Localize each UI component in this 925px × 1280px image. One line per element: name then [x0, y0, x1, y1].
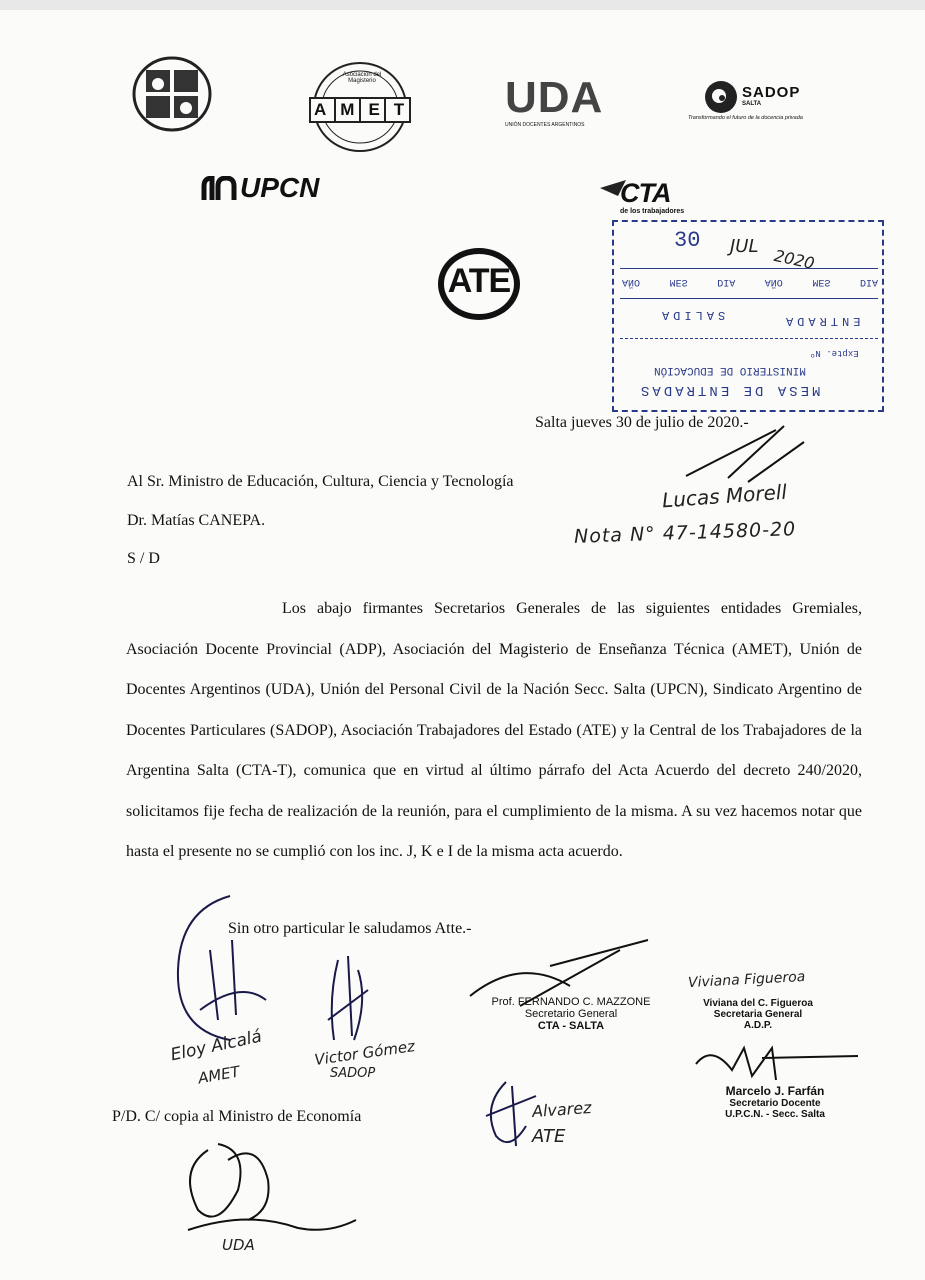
- ate-signatory-org: ATE: [532, 1126, 566, 1147]
- salutation-sd: S / D: [127, 550, 160, 567]
- sadop-logo-tagline: Transformando el futuro de la docencia privada: [688, 115, 803, 121]
- sadop-logo: [688, 80, 840, 124]
- cta-logo-subtitle: de los trabajadores: [620, 208, 685, 215]
- stamp-mesa: MESA DE ENTRADAS: [638, 382, 821, 398]
- stamp-entrada: ENTRADA: [782, 314, 861, 328]
- amet-signatory-org: AMET: [196, 1062, 242, 1088]
- nota-number-handwriting: Nota N° 47-14580-20: [573, 518, 797, 548]
- closing-line: Sin otro particular le saludamos Atte.-: [228, 920, 472, 937]
- cta-signatory-title: Secretario General: [524, 1008, 618, 1020]
- adp-signatory-org: A.D.P.: [743, 1020, 773, 1031]
- amet-signature-scribble: [170, 890, 290, 1050]
- stamp-label-ano-1: AÑO: [622, 276, 641, 287]
- received-signature-scribble: [680, 420, 810, 490]
- cta-logo-text: CTA: [620, 178, 671, 208]
- upcn-logo: [200, 172, 340, 206]
- uda-logo-text: UDA: [505, 73, 604, 122]
- adp-signature-block: [690, 998, 826, 1031]
- sadop-signatory-org: SADOP: [330, 1066, 376, 1081]
- stamp-label-mes-1: MES: [669, 276, 688, 287]
- sadop-signatory-name: Victor Gómez: [313, 1037, 416, 1069]
- sadop-signature-scribble: [318, 950, 378, 1050]
- uda-signatory-org: UDA: [222, 1236, 255, 1254]
- amet-logo-text: AMET: [314, 100, 419, 119]
- stamp-label-dia-2: DIA: [859, 276, 878, 287]
- ate-handwritten-name: Alvarez: [531, 1097, 593, 1122]
- upcn-logo-text: UPCN: [240, 172, 320, 203]
- top-strip: [0, 0, 925, 10]
- stamp-row-labels: [622, 276, 878, 287]
- upcn-signatory-title: Secretario Docente: [729, 1098, 821, 1109]
- adp-logo: [132, 56, 212, 132]
- ate-logo: [436, 246, 522, 322]
- cta-logo: [598, 178, 728, 220]
- uda-logo-subtitle: UNIÓN DOCENTES ARGENTINOS: [505, 122, 585, 128]
- uda-signature-scribble: [168, 1130, 368, 1250]
- sadop-logo-region: SALTA: [742, 101, 762, 107]
- cta-signature-block: [486, 996, 656, 1032]
- adp-signatory-name: Viviana del C. Figueroa: [703, 998, 813, 1009]
- upcn-signature-block: [700, 1084, 850, 1120]
- uda-logo: [505, 73, 623, 132]
- letter-body: Los abajo firmantes Secretarios Generales de las siguientes entidades Gremiales, Asociación Docente Provincial (ADP), Asociación del Magisterio de Enseñanza Técnica (AMET), Unión de Docentes Argentinos (UDA), Unión del Personal Civil de la Nación Secc. Salta (UPCN), Sindicato Argentino de Docentes Particulares (SADOP), Asociación Trabajadores del Estado (ATE) y la Central de los Trabajadores de la Argentina Salta (CTA-T), comunica que en virtud al último párrafo del Acta Acuerdo del decreto 240/2020, solicitamos fije fecha de realización de la reunión, para el cumplimiento de la misma. A su vez hacemos notar que hasta el presente no se cumplió con los inc. J, K e I de la misma acta acuerdo.: [126, 600, 862, 860]
- received-by-handwriting: Lucas Morell: [661, 479, 788, 513]
- stamp-year: 2020: [772, 245, 817, 274]
- stamp-salida: SALIDA: [658, 308, 726, 322]
- amet-signatory-name: Eloy Alcalá: [168, 1026, 264, 1066]
- reception-stamp: [612, 220, 884, 412]
- stamp-label-ano-2: AÑO: [764, 276, 783, 287]
- cta-signatory-org: CTA - SALTA: [537, 1020, 605, 1032]
- upcn-signatory-name: Marcelo J. Farfán: [725, 1084, 825, 1098]
- cta-signatory-name: Prof. FERNANDO C. MAZZONE: [491, 996, 651, 1008]
- sadop-logo-text: SADOP: [742, 84, 801, 101]
- addressee-line-1: Al Sr. Ministro de Educación, Cultura, Ciencia y Tecnología: [127, 473, 514, 490]
- upcn-signatory-org: U.P.C.N. - Secc. Salta: [725, 1109, 825, 1120]
- stamp-ministerio: MINISTERIO DE EDUCACIÓN: [654, 364, 806, 376]
- stamp-label-dia-1: DIA: [717, 276, 736, 287]
- stamp-day: 30: [674, 228, 701, 253]
- ate-logo-text: ATE: [447, 262, 511, 300]
- stamp-expte: Expte. Nº: [810, 348, 859, 358]
- upcn-signature-scribble: [692, 1040, 862, 1084]
- adp-handwritten-name: Viviana Figueroa: [687, 968, 806, 992]
- amet-logo: [304, 60, 419, 154]
- date-line: Salta jueves 30 de julio de 2020.-: [535, 414, 749, 431]
- stamp-label-mes-2: MES: [812, 276, 831, 287]
- adp-signatory-title: Secretaria General: [713, 1009, 803, 1020]
- stamp-month: JUL: [730, 236, 759, 257]
- amet-ring-text: Asociación del Magisterio: [342, 72, 382, 84]
- addressee-line-2: Dr. Matías CANEPA.: [127, 512, 266, 529]
- postscript-line: P/D. C/ copia al Ministro de Economía: [112, 1108, 362, 1125]
